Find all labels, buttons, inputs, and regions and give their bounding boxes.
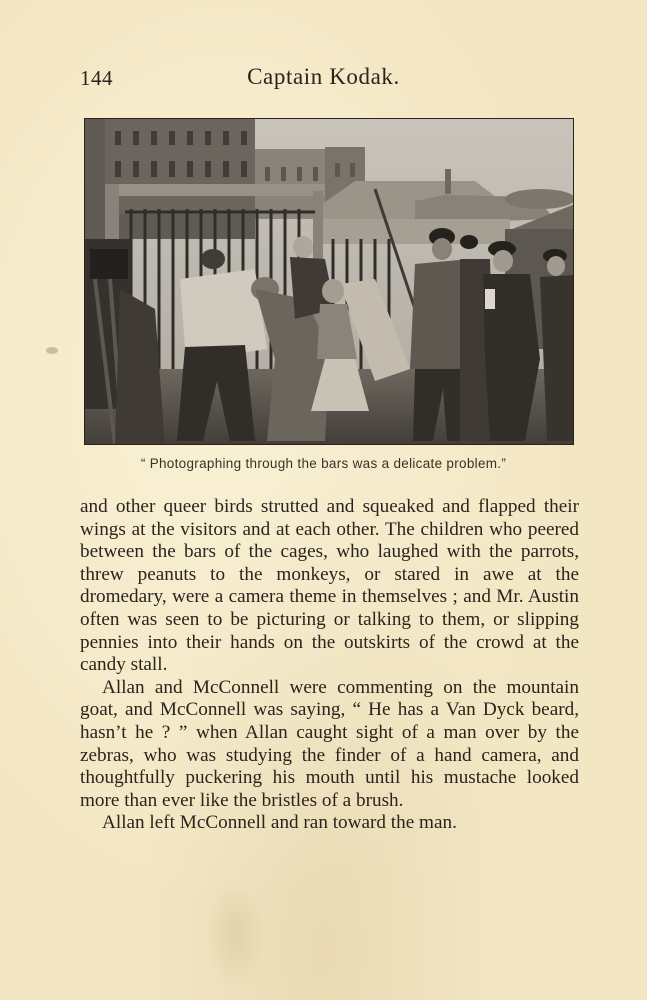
figure-caption: “ Photographing through the bars was a delicate problem.” bbox=[140, 456, 507, 471]
photograph bbox=[84, 118, 574, 445]
paragraph: Allan and McConnell were commenting on the mountain goat, and McConnell was saying, “ He has a Van Dyck beard, hasn’t he ? ” when Allan caught sight of a man over by the zebras, who was studying the finder of a hand camera, and thoughtfully puckering his mouth until his mustache looked more than ever like the bristles of a brush. bbox=[80, 676, 579, 811]
paragraph: Allan left McConnell and ran toward the man. bbox=[102, 812, 457, 834]
page-number: 144 bbox=[80, 66, 113, 90]
paper-stain bbox=[205, 880, 265, 990]
body-text bbox=[80, 496, 579, 835]
running-head: Captain Kodak. bbox=[247, 64, 400, 89]
paper-speck bbox=[46, 347, 58, 354]
paragraph: and other queer birds strutted and squeaked and flapped their wings at the visitors and at each other. The children who peered between the bars of the cages, who laughed with the parrots, threw peanuts to the monkeys, or stared in awe at the dromedary, were a camera theme in themselves ; and Mr. Austin often was seen to be picturing or talking to them, or slipping pennies into their hands on the outskirts of the crowd at the candy stall. bbox=[80, 496, 579, 676]
